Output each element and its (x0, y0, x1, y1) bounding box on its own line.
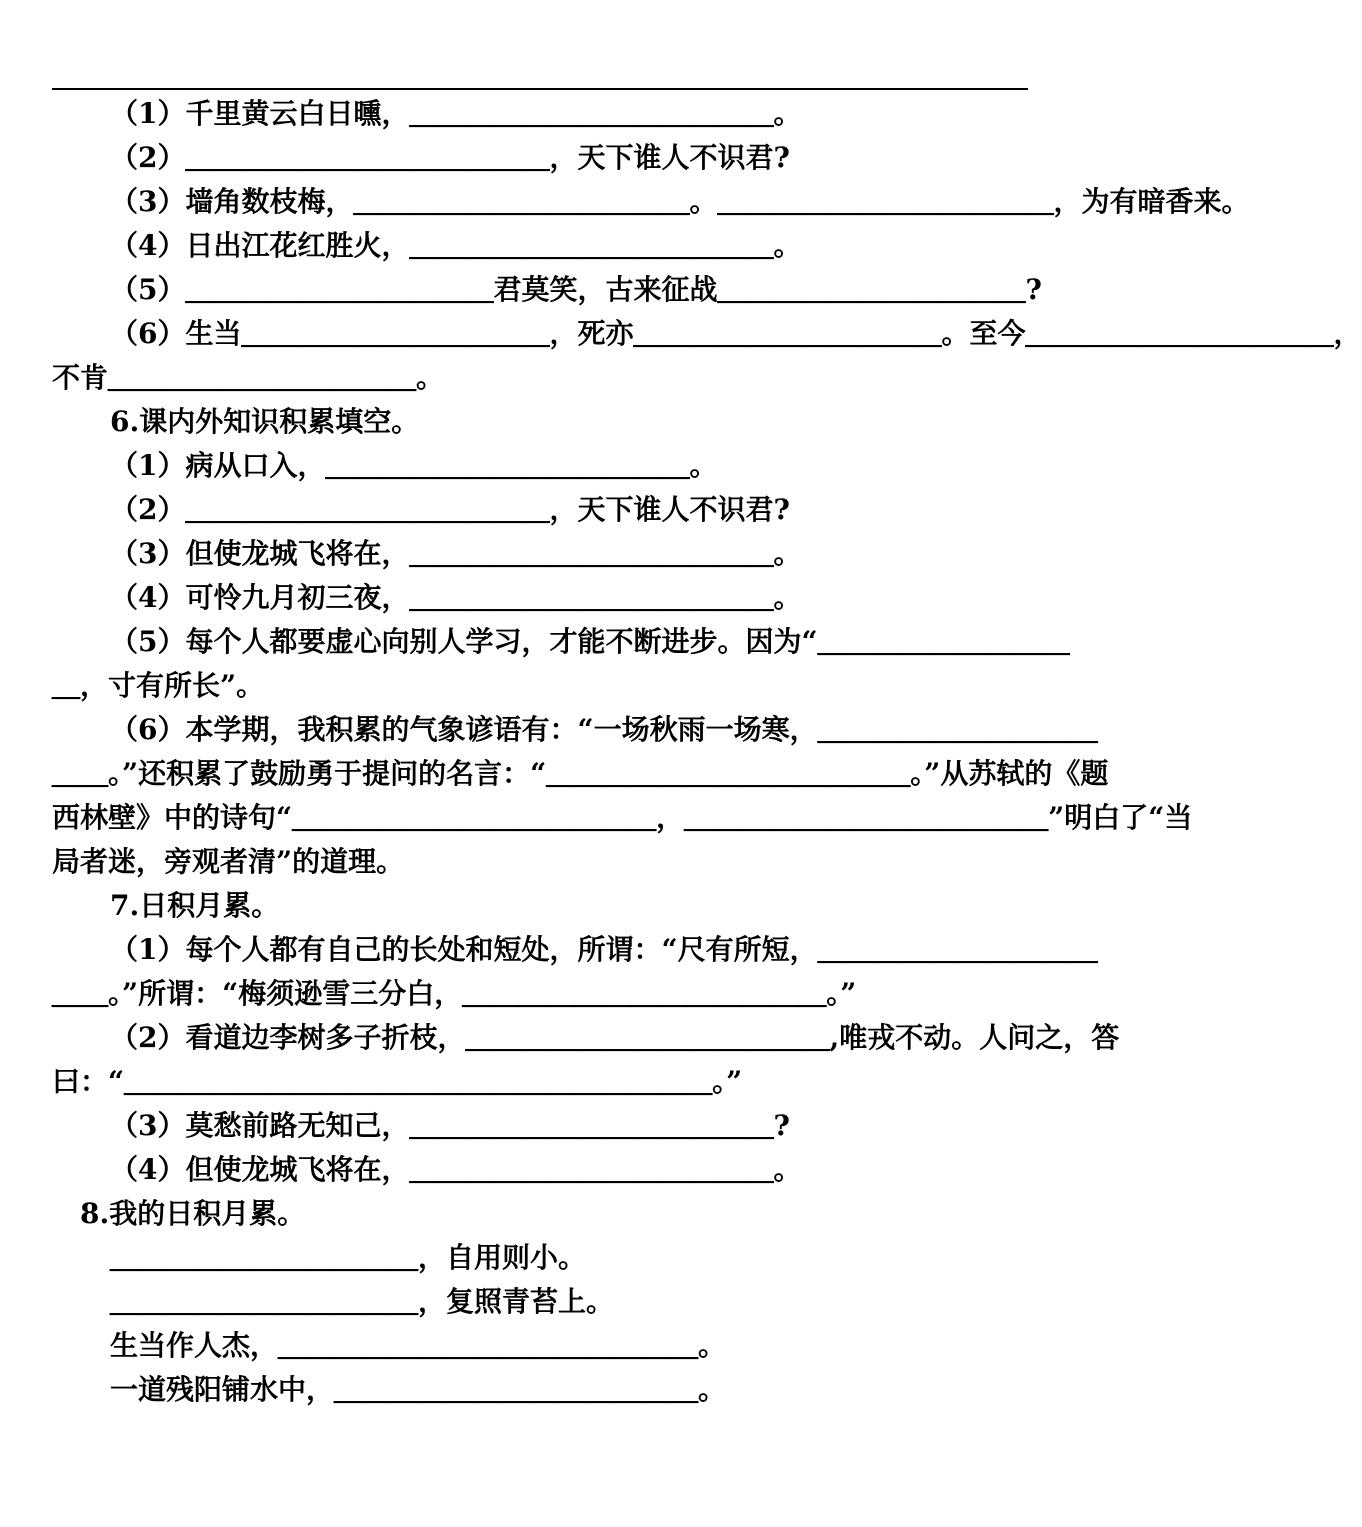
item-line: 一道残阳铺水中，＿＿＿＿＿＿＿＿＿＿＿＿＿。 (110, 1373, 727, 1406)
item-line: ＿＿＿＿＿＿＿＿＿＿＿，复照青苔上。 (110, 1285, 615, 1318)
item-line: （2）＿＿＿＿＿＿＿＿＿＿＿＿＿，天下谁人不识君? (110, 141, 790, 174)
section-heading-7: 7.日积月累。 (110, 889, 280, 922)
item-line: （4）但使龙城飞将在，＿＿＿＿＿＿＿＿＿＿＿＿＿。 (110, 1153, 802, 1186)
item-line: 生当作人杰，＿＿＿＿＿＿＿＿＿＿＿＿＿＿＿。 (110, 1329, 727, 1362)
item-line: （1）每个人都有自己的长处和短处，所谓：“尺有所短，＿＿＿＿＿＿＿＿＿＿ (110, 933, 1098, 966)
item-line: （3）莫愁前路无知己，＿＿＿＿＿＿＿＿＿＿＿＿＿? (110, 1109, 790, 1142)
item-line: （1）千里黄云白日曛，＿＿＿＿＿＿＿＿＿＿＿＿＿。 (110, 97, 802, 130)
item-line-continued: 曰：“＿＿＿＿＿＿＿＿＿＿＿＿＿＿＿＿＿＿＿＿＿。” (52, 1065, 743, 1098)
item-line: （4）日出江花红胜火，＿＿＿＿＿＿＿＿＿＿＿＿＿。 (110, 229, 802, 262)
item-line: （5）每个人都要虚心向别人学习，才能不断进步。因为“＿＿＿＿＿＿＿＿＿ (110, 625, 1070, 658)
item-line: （6）本学期，我积累的气象谚语有：“一场秋雨一场寒，＿＿＿＿＿＿＿＿＿＿ (110, 713, 1098, 746)
item-line-continued: ＿＿。”所谓：“梅须逊雪三分白，＿＿＿＿＿＿＿＿＿＿＿＿＿。” (52, 977, 857, 1010)
item-line: （3）但使龙城飞将在，＿＿＿＿＿＿＿＿＿＿＿＿＿。 (110, 537, 802, 570)
item-line-continued: ＿，寸有所长”。 (52, 669, 265, 702)
section-heading-6: 6.课内外知识积累填空。 (110, 405, 420, 438)
section-heading-8: 8.我的日积月累。 (80, 1197, 306, 1230)
top-rule (52, 88, 1028, 90)
item-line-continued: ＿＿。”还积累了鼓励勇于提问的名言：“＿＿＿＿＿＿＿＿＿＿＿＿＿。”从苏轼的《题 (52, 757, 1109, 790)
item-line-continued: 局者迷，旁观者清”的道理。 (52, 845, 405, 878)
item-line: （4）可怜九月初三夜，＿＿＿＿＿＿＿＿＿＿＿＿＿。 (110, 581, 802, 614)
item-line: （6）生当＿＿＿＿＿＿＿＿＿＿＿，死亦＿＿＿＿＿＿＿＿＿＿＿。至今＿＿＿＿＿＿＿＿＿＿＿， (110, 317, 1362, 350)
worksheet (52, 92, 1362, 1412)
item-line: （2）＿＿＿＿＿＿＿＿＿＿＿＿＿，天下谁人不识君? (110, 493, 790, 526)
item-line: ＿＿＿＿＿＿＿＿＿＿＿，自用则小。 (110, 1241, 587, 1274)
item-line: （1）病从口入，＿＿＿＿＿＿＿＿＿＿＿＿＿。 (110, 449, 718, 482)
item-line-continued: 西林壁》中的诗句“＿＿＿＿＿＿＿＿＿＿＿＿＿，＿＿＿＿＿＿＿＿＿＿＿＿＿”明白了“当 (52, 801, 1193, 834)
item-line: （5）＿＿＿＿＿＿＿＿＿＿＿君莫笑，古来征战＿＿＿＿＿＿＿＿＿＿＿? (110, 273, 1042, 306)
item-line: （3）墙角数枝梅，＿＿＿＿＿＿＿＿＿＿＿＿。＿＿＿＿＿＿＿＿＿＿＿＿，为有暗香来。 (110, 185, 1250, 218)
item-line: （2）看道边李树多子折枝，＿＿＿＿＿＿＿＿＿＿＿＿＿,唯戎不动。人问之，答 (110, 1021, 1120, 1054)
item-line-continued: 不肯＿＿＿＿＿＿＿＿＿＿＿。 (52, 361, 445, 394)
